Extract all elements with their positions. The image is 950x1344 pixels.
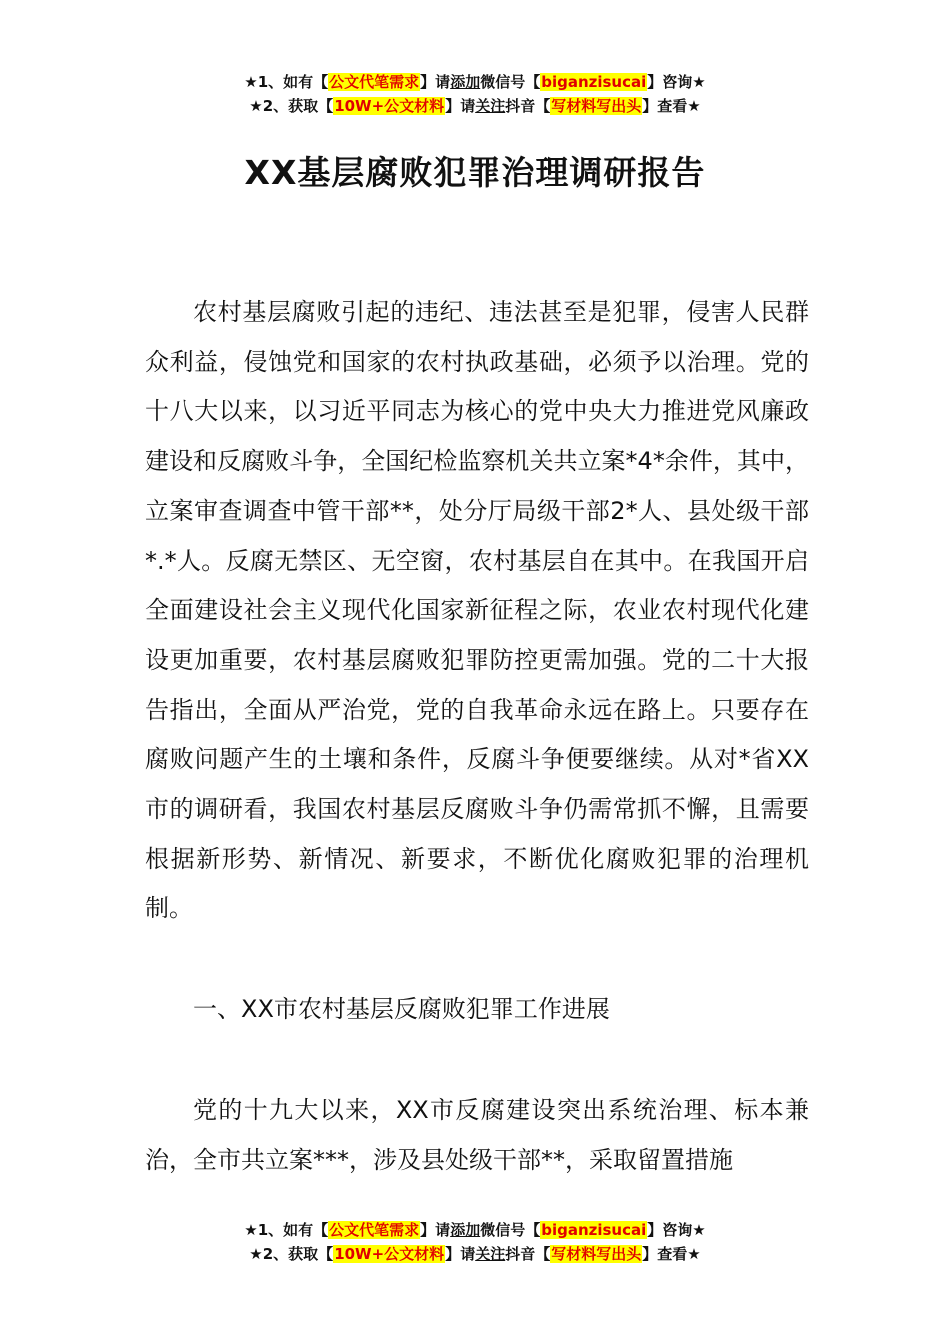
banner-line-1: ★1、如有【公文代笔需求】请添加微信号【biganzisucai】咨询★	[244, 1221, 706, 1239]
wechat-id-highlight: biganzisucai	[541, 1221, 647, 1239]
header-banner	[0, 70, 950, 118]
intro-paragraph: 农村基层腐败引起的违纪、违法甚至是犯罪，侵害人民群众利益，侵蚀党和国家的农村执政基础，必须予以治理。党的十八大以来，以习近平同志为核心的党中央大力推进党风廉政建设和反腐败斗争，全国纪检监察机关共立案*4*余件，其中，立案审查调查中管干部**，处分厅局级干部2*人、县处级干部*.*人。反腐无禁区、无空窗，农村基层自在其中。在我国开启全面建设社会主义现代化国家新征程之际，农业农村现代化建设更加重要，农村基层腐败犯罪防控更需加强。党的二十大报告指出，全面从严治党，党的自我革命永远在路上。只要存在腐败问题产生的土壤和条件，反腐斗争便要继续。从对*省XX市的调研看，我国农村基层反腐败斗争仍需常抓不懈，且需要根据新形势、新情况、新要求，不断优化腐败犯罪的治理机制。	[145, 298, 809, 923]
ghostwriting-highlight: 公文代笔需求	[329, 1221, 420, 1239]
materials-highlight: 10W+公文材料	[334, 1245, 445, 1263]
section-heading-1: 一、XX市农村基层反腐败犯罪工作进展	[193, 995, 610, 1023]
materials-highlight: 10W+公文材料	[334, 97, 445, 115]
section-1-paragraph: 党的十九大以来，XX市反腐建设突出系统治理、标本兼治，全市共立案***，涉及县处级干部**，采取留置措施	[145, 1096, 809, 1174]
wechat-id-highlight: biganzisucai	[541, 73, 647, 91]
banner-line-1: ★1、如有【公文代笔需求】请添加微信号【biganzisucai】咨询★	[244, 73, 706, 91]
douyin-account-highlight: 写材料写出头	[551, 97, 642, 115]
footer-banner	[0, 1218, 950, 1266]
banner-line-2: ★2、获取【10W+公文材料】请关注抖音【写材料写出头】查看★	[249, 1245, 701, 1263]
banner-line-2: ★2、获取【10W+公文材料】请关注抖音【写材料写出头】查看★	[249, 97, 701, 115]
douyin-account-highlight: 写材料写出头	[551, 1245, 642, 1263]
document-title: XX基层腐败犯罪治理调研报告	[244, 153, 706, 192]
ghostwriting-highlight: 公文代笔需求	[329, 73, 420, 91]
